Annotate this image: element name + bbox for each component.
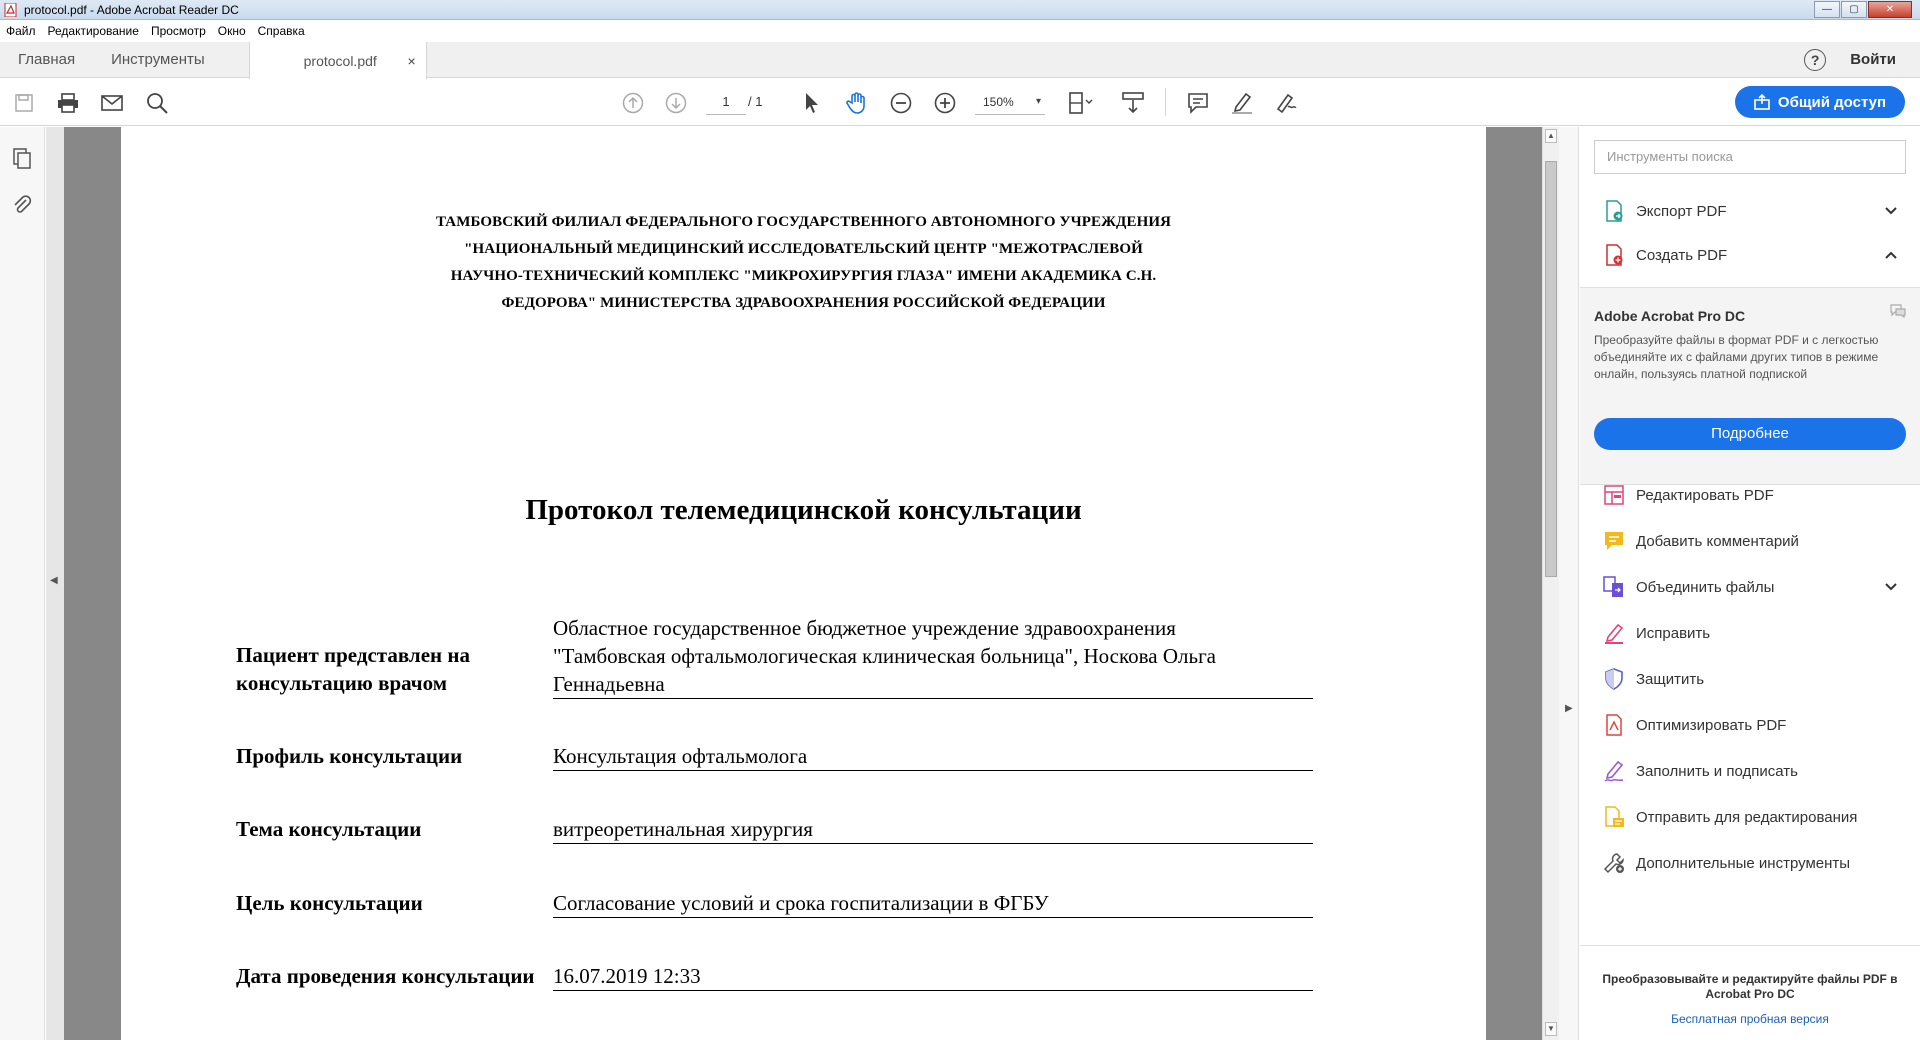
collapse-right-icon[interactable]: ▶ [1565,703,1573,714]
search-tools-input[interactable]: Инструменты поиска [1594,140,1906,174]
field-label: Профиль консультации [236,744,463,768]
doc-header-line: ТАМБОВСКИЙ ФИЛИАЛ ФЕДЕРАЛЬНОГО ГОСУДАРСТВЕННОГО АВТОНОМНОГО УЧРЕЖДЕНИЯ [435,214,1172,230]
tool-optimize-pdf[interactable] [1602,711,1910,739]
chevron-down-icon: ▾ [1035,96,1041,107]
tool-label: Объединить файлы [1636,578,1775,596]
acrobat-icon [4,3,18,17]
doc-header-line: ФЕДОРОВА" МИНИСТЕРСТВА ЗДРАВООХРАНЕНИЯ РОССИЙСКОЙ ФЕДЕРАЦИИ [501,295,1106,311]
share-label: Общий доступ [1777,93,1887,111]
menu-window[interactable]: Окно [217,24,246,38]
tool-label: Создать PDF [1636,246,1728,264]
zoom-select[interactable] [975,89,1045,115]
doc-header-line: "НАЦИОНАЛЬНЫЙ МЕДИЦИНСКИЙ ИССЛЕДОВАТЕЛЬСКИЙ ЦЕНТР "МЕЖОТРАСЛЕВОЙ [464,241,1143,257]
comment-icon[interactable] [1184,89,1212,117]
select-cursor-icon[interactable] [798,89,826,117]
close-window-button[interactable]: ✕ [1868,1,1912,18]
next-page-icon[interactable] [662,89,690,117]
field-value: 16.07.2019 12:33 [553,962,1313,991]
close-tab-icon[interactable]: × [407,52,416,69]
menu-view[interactable]: Просмотр [150,24,206,38]
sign-icon[interactable] [1272,89,1300,117]
tool-label: Оптимизировать PDF [1636,716,1787,734]
learn-more-button[interactable]: Подробнее [1594,418,1906,450]
vertical-scrollbar[interactable] [1542,127,1559,1040]
chat-icon [1890,304,1906,321]
toolbar-separator [1165,88,1166,116]
tab-home[interactable]: Главная [18,51,76,68]
tool-add-comment[interactable] [1602,527,1910,555]
left-nav-panel [0,127,45,1040]
field-label: Пациент представлен на консультацию врачом [236,643,470,695]
field-label: Дата проведения консультации [236,964,535,988]
menu-bar [0,21,1920,41]
tab-bar [0,42,1920,78]
page-number-input[interactable]: 1 [706,89,746,115]
chevron-down-icon[interactable] [1884,203,1898,219]
zoom-value: 150% [983,95,1014,109]
scroll-thumb[interactable] [1545,161,1557,577]
help-icon[interactable]: ? [1804,49,1826,71]
share-icon [1754,94,1770,110]
redact-icon [1602,621,1626,645]
pdf-page [121,127,1486,1040]
promo-panel [1580,287,1920,485]
export-pdf-icon [1602,199,1626,223]
title-bar [0,0,1920,20]
chevron-down-icon[interactable] [1884,579,1898,595]
tool-label: Дополнительные инструменты [1636,854,1851,872]
tool-fill-sign[interactable] [1602,757,1910,785]
tool-create-pdf[interactable] [1602,241,1910,269]
document-viewport [46,127,1542,1040]
tool-more-tools[interactable] [1602,849,1910,877]
shield-icon [1602,667,1626,691]
menu-help[interactable]: Справка [257,24,305,38]
search-icon[interactable] [143,89,171,117]
tool-label: Добавить комментарий [1636,532,1799,550]
tool-label: Исправить [1636,624,1711,642]
signin-button[interactable]: Войти [1850,51,1896,68]
print-icon[interactable] [54,89,82,117]
collapse-left-icon[interactable]: ◀ [50,575,58,586]
hand-tool-icon[interactable] [843,89,871,117]
menu-edit[interactable]: Редактирование [47,24,139,38]
tool-protect[interactable] [1602,665,1910,693]
free-trial-link[interactable]: Бесплатная пробная версия [1671,1012,1829,1026]
tab-document[interactable] [249,42,427,79]
zoom-in-icon[interactable] [931,89,959,117]
footer-text: Преобразовывайте и редактируйте файлы PDF в Acrobat Pro DC [1602,972,1898,1001]
tools-footer [1580,945,1920,1040]
wrench-icon [1602,851,1626,875]
tool-combine-files[interactable] [1602,573,1910,601]
tools-pane [1580,127,1920,1040]
fill-sign-icon [1602,759,1626,783]
scroll-down-icon[interactable]: ▼ [1545,1022,1557,1036]
tool-export-pdf[interactable] [1602,197,1910,225]
chevron-up-icon[interactable] [1884,247,1898,263]
tool-label: Отправить для редактирования [1636,808,1858,826]
save-icon[interactable] [10,89,38,117]
edit-pdf-icon [1602,483,1626,507]
field-value: Областное государственное бюджетное учреждение здравоохранения "Тамбовская офтальмологическая клиническая больница", Носкова Ольга Геннадьевна [553,614,1313,699]
doc-header-line: НАУЧНО-ТЕХНИЧЕСКИЙ КОМПЛЕКС "МИКРОХИРУРГИЯ ГЛАЗА" ИМЕНИ АКАДЕМИКА С.Н. [450,268,1157,284]
tool-edit-pdf[interactable] [1602,481,1910,509]
mail-icon[interactable] [98,89,126,117]
tool-label: Редактировать PDF [1636,486,1774,504]
field-label: Цель консультации [236,891,423,915]
tab-document-label: protocol.pdf [303,52,377,69]
tool-label: Заполнить и подписать [1636,762,1798,780]
scroll-up-icon[interactable]: ▲ [1545,129,1557,143]
promo-title: Adobe Acrobat Pro DC [1594,308,1746,324]
field-value: витреоретинальная хирургия [553,815,1313,844]
tool-label: Экспорт PDF [1636,202,1727,220]
optimize-pdf-icon [1602,713,1626,737]
page-total: / 1 [748,94,763,109]
page-display-icon[interactable] [1066,89,1094,117]
share-button[interactable] [1735,86,1905,118]
promo-text: Преобразуйте файлы в формат PDF и с легкостью объединяйте их с файлами других типов в режиме онлайн, пользуясь платной подпиской [1594,333,1879,381]
page-thumbnails-icon[interactable] [11,148,33,170]
prev-page-icon[interactable] [619,89,647,117]
zoom-out-icon[interactable] [887,89,915,117]
highlight-icon[interactable] [1228,89,1256,117]
combine-files-icon [1602,575,1626,599]
maximize-button[interactable]: ▢ [1841,1,1867,18]
tool-label: Защитить [1636,670,1705,688]
tool-redact[interactable] [1602,619,1910,647]
field-value: Согласование условий и срока госпитализации в ФГБУ [553,889,1313,918]
comment-icon [1602,529,1626,553]
tool-send-for-review[interactable] [1602,803,1910,831]
doc-title: Протокол телемедицинской консультации [525,494,1082,526]
send-review-icon [1602,805,1626,829]
field-value: Консультация офтальмолога [553,742,1313,771]
create-pdf-icon [1602,243,1626,267]
scroll-mode-icon[interactable] [1119,89,1147,117]
attachments-icon[interactable] [11,193,33,215]
menu-file[interactable]: Файл [6,24,36,38]
right-gutter [1559,127,1579,1040]
minimize-button[interactable]: — [1814,1,1840,18]
window-title: protocol.pdf - Adobe Acrobat Reader DC [24,2,239,17]
toolbar [0,79,1920,126]
field-label: Тема консультации [236,817,422,841]
tab-tools[interactable]: Инструменты [111,51,205,68]
